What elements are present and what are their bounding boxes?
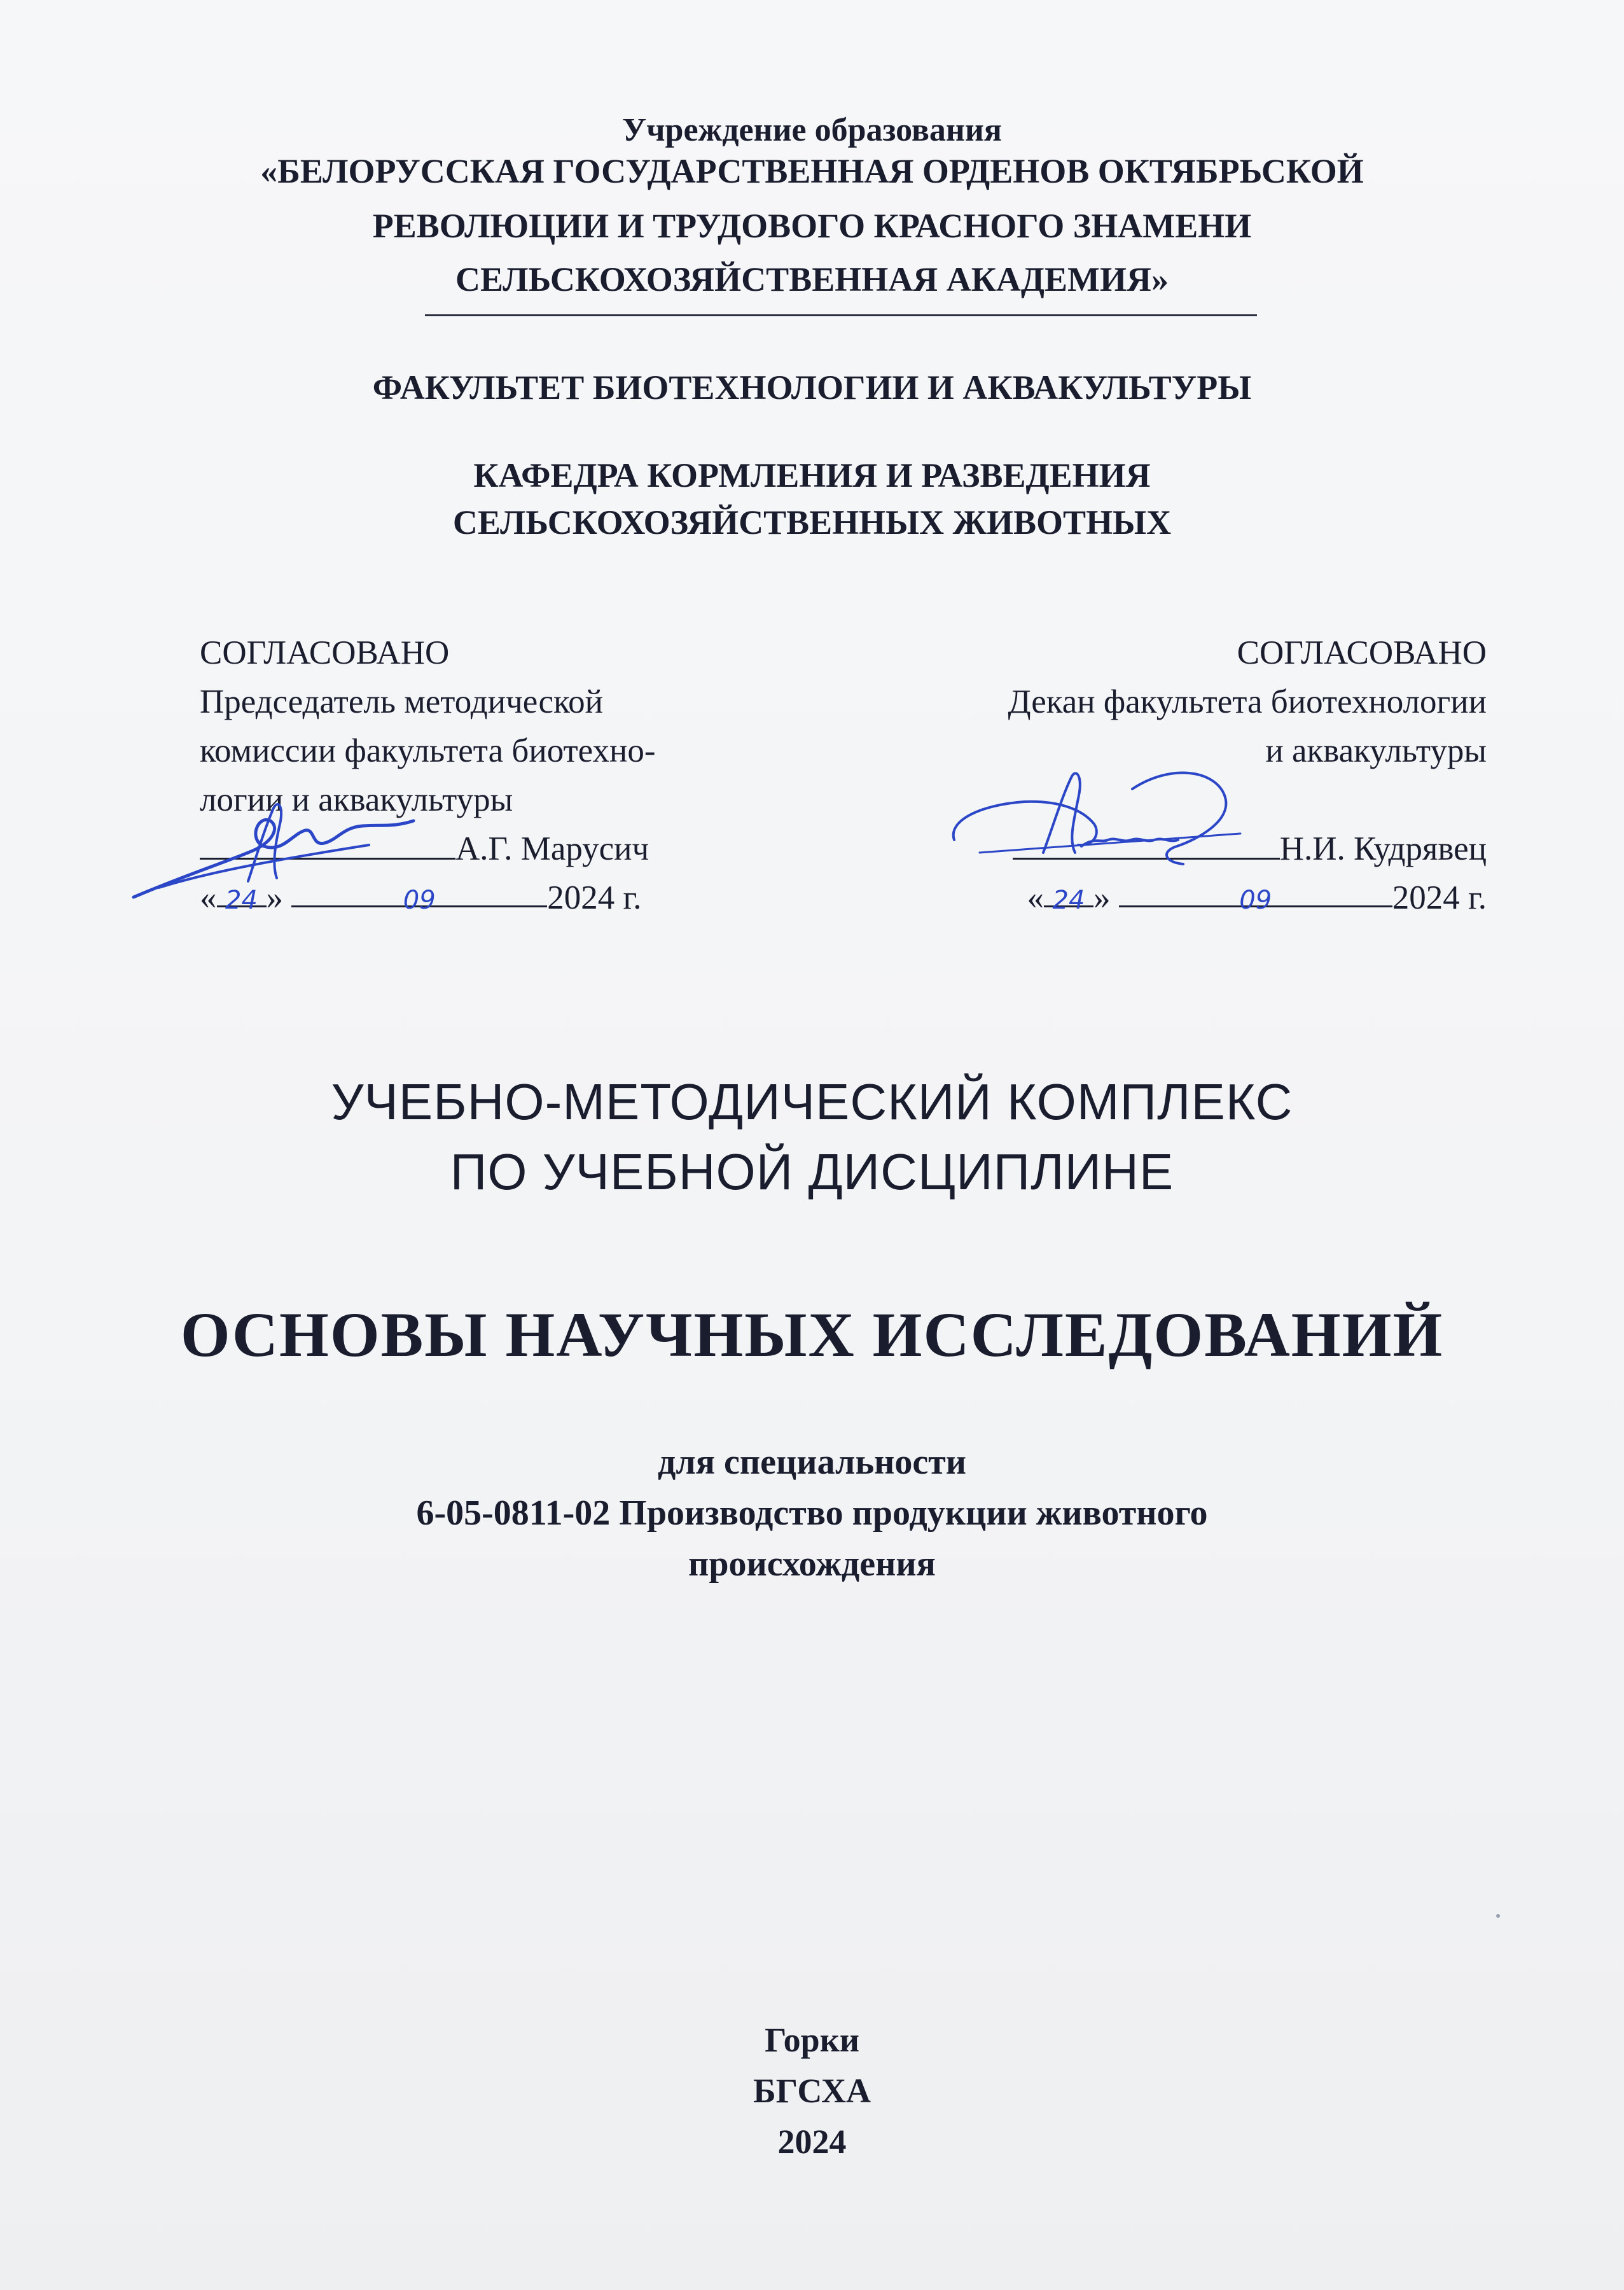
approval-left-position-3: логии и аквакультуры <box>200 781 513 818</box>
paper-speck <box>1496 1914 1500 1918</box>
institution-name-line-3: СЕЛЬСКОХОЗЯЙСТВЕННАЯ АКАДЕМИЯ» <box>455 260 1169 298</box>
approval-right-name: Н.И. Кудрявец <box>1279 830 1487 867</box>
approval-right-position-1: Декан факультета биотехнологии <box>1008 683 1487 720</box>
title-line-1: УЧЕБНО-МЕТОДИЧЕСКИЙ КОМПЛЕКС <box>331 1073 1293 1130</box>
approval-left-position-2: комиссии факультета биотехно- <box>200 732 656 769</box>
signature-left-icon <box>121 770 439 923</box>
approval-left-date-day: 24 <box>225 886 258 915</box>
specialty-line-2: происхождения <box>688 1544 936 1584</box>
approval-left-date-year: 2024 г. <box>547 879 642 916</box>
approval-right-heading: СОГЛАСОВАНО <box>1237 634 1487 671</box>
footer-publisher: БГСХА <box>753 2072 871 2110</box>
approval-left-position-1: Председатель методической <box>200 683 604 720</box>
approval-right-position-2: и аквакультуры <box>1265 732 1487 769</box>
header-divider <box>425 314 1257 316</box>
institution-name-line-2: РЕВОЛЮЦИИ И ТРУДОВОГО КРАСНОГО ЗНАМЕНИ <box>372 207 1252 245</box>
footer-city: Горки <box>765 2021 859 2059</box>
approval-right-date-day: 24 <box>1052 886 1085 915</box>
signature-right-icon <box>941 751 1272 891</box>
specialty-label: для специальности <box>658 1442 966 1482</box>
approval-left-date-row: « 24 » 09 2024 г. <box>200 874 656 923</box>
approval-left-name: А.Г. Марусич <box>455 830 649 867</box>
specialty-line-1: 6-05-0811-02 Производство продукции животного <box>416 1493 1208 1533</box>
approval-left-heading: СОГЛАСОВАНО <box>200 634 450 671</box>
title-line-2: ПО УЧЕБНОЙ ДИСЦИПЛИНЕ <box>450 1143 1174 1200</box>
approval-left-date-month: 09 <box>403 886 436 915</box>
faculty-name: ФАКУЛЬТЕТ БИОТЕХНОЛОГИИ И АКВАКУЛЬТУРЫ <box>372 368 1252 407</box>
approval-right-date-row: « 24 » 09 2024 г. <box>1008 874 1487 923</box>
footer-year: 2024 <box>777 2123 847 2161</box>
department-line-2: СЕЛЬСКОХОЗЯЙСТВЕННЫХ ЖИВОТНЫХ <box>452 503 1172 541</box>
approval-right-date-month: 09 <box>1239 886 1272 915</box>
department-line-1: КАФЕДРА КОРМЛЕНИЯ И РАЗВЕДЕНИЯ <box>473 456 1151 494</box>
discipline-title: ОСНОВЫ НАУЧНЫХ ИССЛЕДОВАНИЙ <box>180 1299 1444 1370</box>
approval-right-date-year: 2024 г. <box>1392 879 1487 916</box>
institution-type: Учреждение образования <box>622 112 1002 148</box>
institution-name-line-1: «БЕЛОРУССКАЯ ГОСУДАРСТВЕННАЯ ОРДЕНОВ ОКТЯБРЬСКОЙ <box>260 152 1364 190</box>
